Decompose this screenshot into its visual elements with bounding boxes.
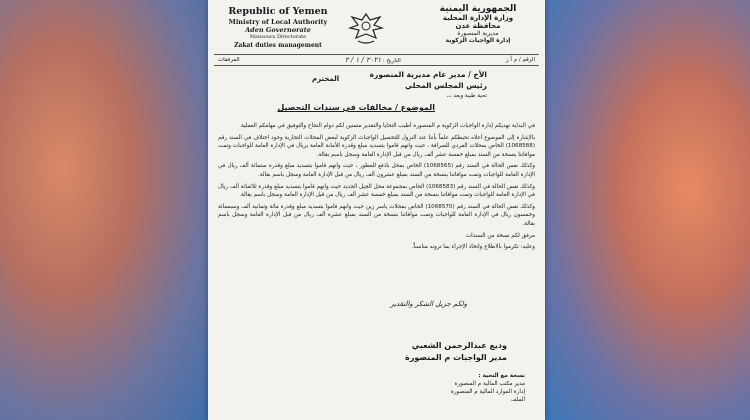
arabic-letterhead bbox=[419, 4, 537, 44]
subject-line: الموضوع / مخالفات في سندات التحصيل bbox=[277, 103, 435, 112]
date-value: ٢٠٢١ / ١ / ٢ bbox=[344, 56, 382, 64]
copy-recipient: إدارة الموارد المالية م المنصورة bbox=[450, 389, 525, 395]
letter-body bbox=[218, 122, 535, 255]
country-ar: الجمهورية اليمنية bbox=[439, 4, 517, 14]
copies-heading: نسخة مع التحية : bbox=[478, 373, 525, 379]
addressee-line-2: رئيس المجلس المحلي bbox=[405, 81, 487, 90]
governorate-en: Aden Governorate bbox=[245, 26, 311, 34]
signer-name: وديع عبدالرحمن الشعبي bbox=[411, 341, 507, 350]
ministry-ar: وزارة الإدارة المحلية bbox=[442, 14, 514, 22]
copy-recipient: مدير مكتب المالية م المنصورة bbox=[454, 381, 525, 387]
greeting: تحية طيبة وبعد ،،، bbox=[446, 93, 487, 99]
background-left-blur bbox=[0, 0, 208, 420]
background-right-blur bbox=[545, 0, 750, 420]
signer-title: مدير الواجبات م المنصورة bbox=[405, 353, 507, 362]
english-letterhead bbox=[218, 6, 338, 49]
body-paragraph: وكذلك نفس الحالة في السند رقم (1068565) الخاص بمحل باذفع للعطور ، حيث وانهم قاموا بتسديد مبلغ وقدرة ستمائة ألف ريال في الإدارة العامة للواجبات وتمت موافاتنا بنسخة من السند بمبلغ عشرون ألف ريال من قبل الإدارة العامة وسجل باسم بقالة. bbox=[218, 163, 535, 178]
copy-recipient: الملف bbox=[510, 397, 525, 403]
department-en: Zakat duties management bbox=[234, 42, 322, 49]
eagle-emblem-icon bbox=[346, 8, 386, 48]
body-paragraph: وعليه: تكرموا بالاطلاع واتخاذ الإجراء بما ترونه مناسباً. bbox=[411, 244, 535, 251]
date-label: التاريخ bbox=[386, 58, 401, 64]
body-paragraph: بالإشارة إلى الموضوع أعلاه نحيطكم علماً بأننا عند النزول للتحصيل الواجبات الزكوية لبعض المحلات التجارية وجود اختلاف في السند رقم (1068588) الخاص بمحلات الفردي للصرافة ، حيث وانهم قاموا بتسديد مبلغ وقدرة للأمانة العامة بريال في الإدارة العامة للواجبات وتمت موافاتنا بنسخة من السند بمبلغ خمسة عشر ألف ريال من قبل الإدارة العامة وسجل باسم بقالة. bbox=[218, 134, 535, 158]
department-ar: إدارة الواجبات الزكوية bbox=[445, 37, 511, 44]
country-en: Republic of Yemen bbox=[228, 6, 328, 17]
directorate-ar: مديرية المنصورة bbox=[457, 30, 499, 37]
closing-thanks: ولكم جزيل الشكر والتقدير bbox=[390, 300, 467, 308]
body-paragraph: وكذلك نفس الحالة في السند رقم (1068583) الخاص بمجموعة محل الجيل الجديد حيث وانهم قاموا بتسديد مبلغ وقدرة ثلاثمائة ألف ريال في الإدارة العامة للواجبات وتمت موافاتنا بنسخة من السند بمبلغ خمسة عشر ألف ريال من قبل الإدارة العامة وسجل باسم بقالة. bbox=[218, 183, 535, 199]
copies-list bbox=[451, 372, 525, 404]
addressee-respect: المحترم bbox=[312, 75, 340, 83]
body-paragraph: وكذلك نفس الحالة في السند رقم (1068570) الخاص بمحلات ياسر زين حيث وانهم قاموا بتسديد مبلغ وقدرة مائة وثمانية ألف وسبعمائة وخمسون ريال في الإدارة العامة للواجبات وتمت موافاتنا بنسخة من السند بمبلغ عشرة ألف ريال من قبل الإدارة العامة وسجل باسم بقالة. bbox=[218, 203, 535, 227]
reference-line: الرقم / م أ ز التاريخ : ٢٠٢١ / ١ / ٢ المرفقات bbox=[214, 54, 539, 66]
reference-number-label: الرقم / م أ ز bbox=[506, 57, 535, 63]
body-paragraph: في البداية نهديكم إدارة الواجبات الزكوية م المنصورة أطيب التحايا والتقدير متمنين لكم دوام النجاح والتوفيق في مهامكم العملية. bbox=[239, 123, 535, 129]
body-paragraph: مرفق لكم نسخة من السندات bbox=[465, 232, 535, 239]
directorate-en: Mansoura Directorate bbox=[249, 34, 307, 40]
governorate-ar: محافظة عدن bbox=[455, 22, 501, 30]
ministry-en: Ministry of Local Authority bbox=[228, 18, 328, 26]
addressee-line-1: الأخ / مدير عام مديرية المنصورة bbox=[369, 70, 487, 79]
letter-document bbox=[208, 0, 545, 420]
attachments-label: المرفقات bbox=[218, 57, 240, 63]
